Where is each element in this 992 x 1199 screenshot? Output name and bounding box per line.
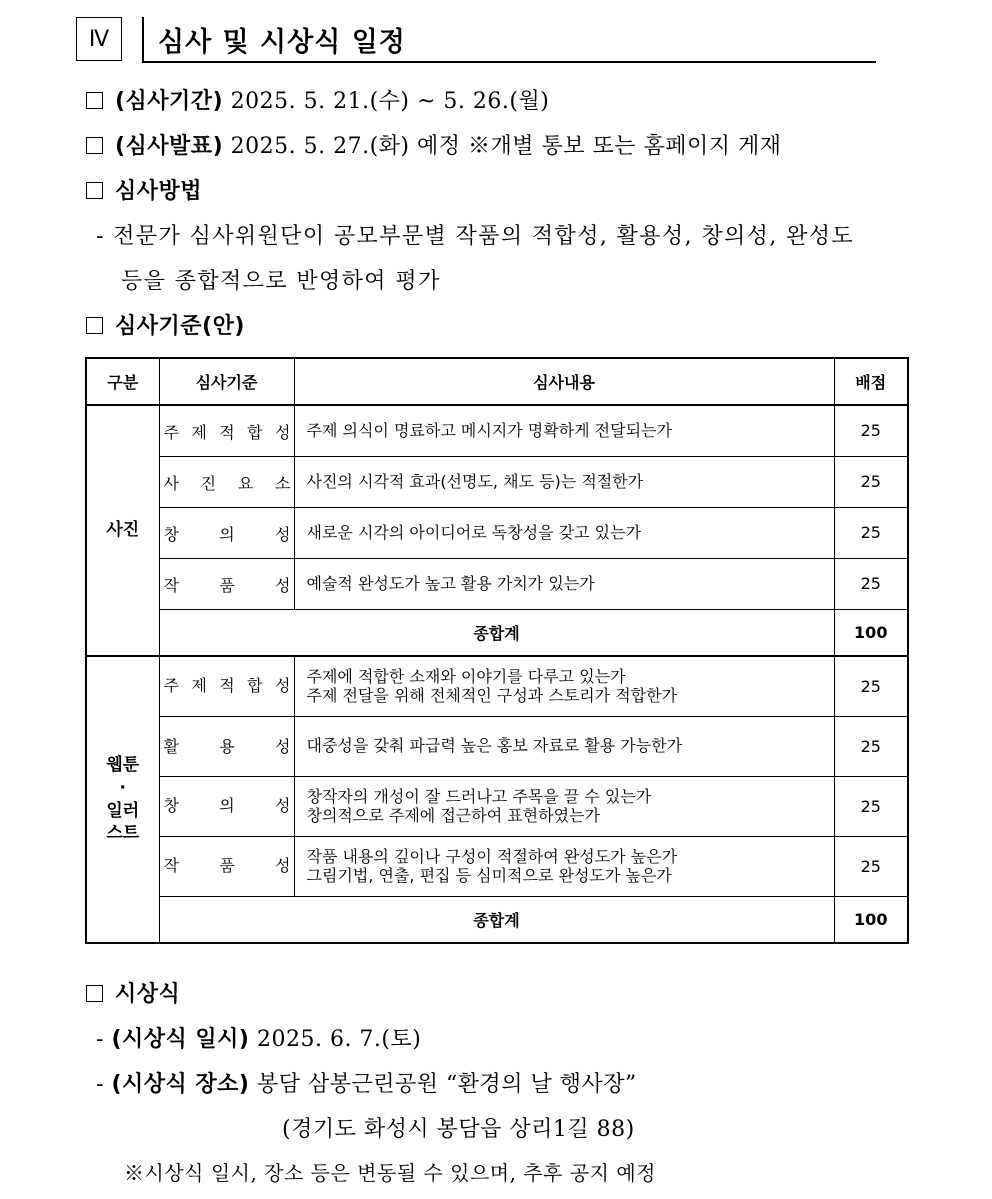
checkbox-icon (86, 317, 103, 334)
group-webtoon: 웹툰 · 일러 스트 (86, 656, 159, 943)
criteria-cell: 사 진 요 소 (159, 456, 294, 507)
review-announce-value: 2025. 5. 27.(화) 예정 (230, 134, 461, 159)
header-category: 구분 (86, 358, 159, 405)
table-row (86, 656, 908, 716)
ceremony-date-value: 2025. 6. 7.(토) (256, 1027, 422, 1052)
group-photo: 사진 (86, 405, 159, 656)
content-cell: 예술적 완성도가 높고 활용 가치가 있는가 (294, 558, 834, 609)
total-value: 100 (834, 609, 908, 656)
content-cell: 작품 내용의 깊이나 구성이 적절하여 완성도가 높은가 그림기법, 연출, 편집 등 심미적으로 완성도가 높은가 (294, 836, 834, 896)
section-number: Ⅳ (88, 26, 110, 52)
content-cell: 주제 의식이 명료하고 메시지가 명확하게 전달되는가 (294, 405, 834, 456)
score-cell: 25 (834, 558, 908, 609)
criteria-heading-line (86, 309, 245, 340)
content-cell: 새로운 시각의 아이디어로 독창성을 갖고 있는가 (294, 507, 834, 558)
score-cell: 25 (834, 656, 908, 716)
content-cell: 사진의 시각적 효과(선명도, 채도 등)는 적절한가 (294, 456, 834, 507)
criteria-cell: 주 제 적 합 성 (159, 405, 294, 456)
header-score: 배점 (834, 358, 908, 405)
section-underline (142, 61, 876, 63)
content-cell: 대중성을 갖춰 파급력 높은 홍보 자료로 활용 가능한가 (294, 716, 834, 776)
table-row (86, 836, 908, 896)
section-number-box (76, 17, 122, 61)
criteria-cell: 활 용 성 (159, 716, 294, 776)
review-announce-label: (심사발표) (115, 134, 224, 159)
criteria-cell: 작 품 성 (159, 836, 294, 896)
total-value: 100 (834, 896, 908, 943)
criteria-cell: 창 의 성 (159, 776, 294, 836)
ceremony-date-label: (시상식 일시) (111, 1027, 250, 1052)
review-method-heading-line (86, 174, 202, 205)
table-row (86, 507, 908, 558)
score-cell: 25 (834, 836, 908, 896)
ceremony-note: ※시상식 일시, 장소 등은 변동될 수 있으며, 추후 공지 예정 (124, 1161, 656, 1185)
score-cell: 25 (834, 776, 908, 836)
review-period-line (86, 84, 549, 115)
total-label: 종합계 (159, 896, 834, 943)
content-cell: 주제에 적합한 소재와 이야기를 다루고 있는가 주제 전달을 위해 전체적인 구성과 스토리가 적합한가 (294, 656, 834, 716)
ceremony-heading-line (86, 977, 180, 1008)
checkbox-icon (86, 985, 103, 1002)
score-cell: 25 (834, 456, 908, 507)
criteria-table (85, 357, 909, 944)
table-total-row (86, 609, 908, 656)
ceremony-date-line: - (시상식 일시) 2025. 6. 7.(토) (96, 1027, 422, 1052)
checkbox-icon (86, 92, 103, 109)
criteria-cell: 주 제 적 합 성 (159, 656, 294, 716)
ceremony-heading: 시상식 (115, 982, 181, 1007)
criteria-cell: 창 의 성 (159, 507, 294, 558)
criteria-heading: 심사기준(안) (115, 314, 245, 339)
review-method-heading: 심사방법 (115, 179, 203, 204)
review-period-label: (심사기간) (115, 89, 224, 114)
ceremony-place-label: (시상식 장소) (111, 1072, 250, 1097)
header-criteria: 심사기준 (159, 358, 294, 405)
section-title: 심사 및 시상식 일정 (158, 27, 406, 58)
score-cell: 25 (834, 716, 908, 776)
ceremony-address: (경기도 화성시 봉담읍 상리1길 88) (282, 1117, 635, 1142)
header-content: 심사내용 (294, 358, 834, 405)
content-cell: 창작자의 개성이 잘 드러나고 주목을 끌 수 있는가 창의적으로 주제에 접근하여 표현하였는가 (294, 776, 834, 836)
criteria-cell: 작 품 성 (159, 558, 294, 609)
table-row (86, 558, 908, 609)
score-cell: 25 (834, 405, 908, 456)
table-header-row (86, 358, 908, 405)
table-row (86, 776, 908, 836)
review-announce-line (86, 129, 782, 160)
ceremony-place-value: 봉담 삼봉근린공원 “환경의 날 행사장” (256, 1072, 637, 1097)
review-period-value: 2025. 5. 21.(수) ~ 5. 26.(월) (230, 89, 550, 114)
section-divider (142, 17, 144, 63)
total-label: 종합계 (159, 609, 834, 656)
table-row (86, 405, 908, 456)
checkbox-icon (86, 137, 103, 154)
table-row (86, 716, 908, 776)
review-announce-note: ※개별 통보 또는 홈페이지 게재 (468, 134, 782, 159)
table-total-row (86, 896, 908, 943)
table-row (86, 456, 908, 507)
ceremony-place-line: - (시상식 장소) 봉담 삼봉근린공원 “환경의 날 행사장” (96, 1072, 637, 1097)
checkbox-icon (86, 182, 103, 199)
review-method-line1: - 전문가 심사위원단이 공모부문별 작품의 적합성, 활용성, 창의성, 완성도 (96, 224, 855, 249)
review-method-line2: 등을 종합적으로 반영하여 평가 (121, 269, 441, 294)
score-cell: 25 (834, 507, 908, 558)
